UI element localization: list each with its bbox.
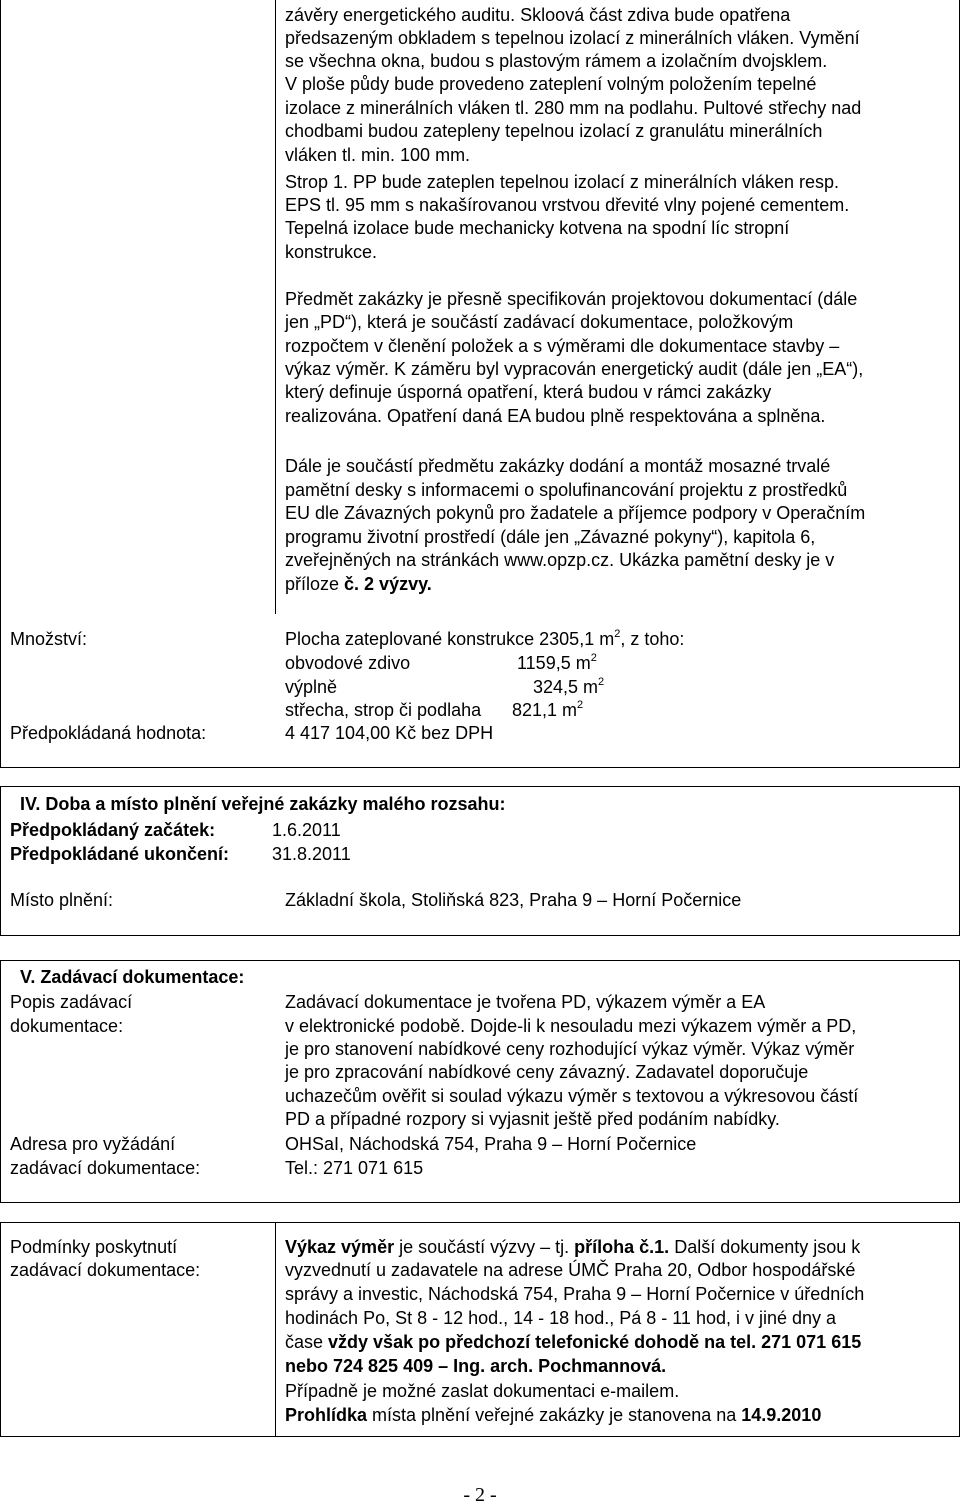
column-divider — [275, 1222, 276, 1437]
quantity-item-name: výplně — [285, 677, 338, 697]
text-line — [285, 1404, 821, 1426]
text-line — [285, 1331, 861, 1353]
address-value: OHSaI, Náchodská 754, Praha 9 – Horní Počernice — [285, 1134, 697, 1154]
area-text: Plocha zateplované konstrukce 2305,1 m — [285, 629, 615, 649]
text-line: je pro zpracování nabídkové ceny závazný. Zadavatel doporučuje — [285, 1062, 809, 1082]
quantity-item-value — [517, 652, 597, 674]
quantity-item-name: obvodové zdivo — [285, 653, 411, 673]
text-line: je pro stanovení nabídkové ceny rozhodující výkaz výměr. Výkaz výměr — [285, 1039, 855, 1059]
text-line — [285, 1236, 860, 1258]
value-text: 324,5 m — [533, 677, 599, 697]
bold-text: č. 2 výzvy. — [344, 574, 432, 594]
bold-text: příloha č.1. — [574, 1237, 670, 1257]
text-line: rozpočtem v členění položek a s výměrami dle dokumentace stavby – — [285, 336, 840, 356]
section-heading: IV. Doba a místo plnění veřejné zakázky malého rozsahu: — [20, 794, 506, 814]
value-text: 821,1 m — [512, 700, 578, 720]
text-line: který definuje úsporná opatření, která budou v rámci zakázky — [285, 382, 772, 402]
text-line: V ploše půdy bude provedeno zateplení volným položením tepelné — [285, 74, 817, 94]
text-line: závěry energetického auditu. Skloová část zdiva bude opatřena — [285, 5, 791, 25]
page-number: - 2 - — [463, 1484, 497, 1506]
end-date-label: Předpokládané ukončení: — [10, 844, 230, 864]
start-date-value: 1.6.2011 — [272, 820, 341, 840]
text-line: PD a případné rozpory si vyjasnit ještě před podáním nabídky. — [285, 1109, 780, 1129]
quantity-label: Množství: — [10, 629, 88, 649]
text-line: vyzvednutí u zadavatele na adrese ÚMČ Praha 20, Odbor hospodářské — [285, 1260, 856, 1280]
bold-text: vždy však po předchozí telefonické dohodě na tel. 271 071 615 — [328, 1332, 862, 1352]
column-divider — [275, 0, 276, 614]
description-label: dokumentace: — [10, 1016, 124, 1036]
place-value: Základní škola, Stoliňská 823, Praha 9 – Horní Počernice — [285, 890, 742, 910]
text-line: se všechna okna, budou s plastovým rámem a izolačním dvojsklem. — [285, 51, 828, 71]
start-date-label: Předpokládaný začátek: — [10, 820, 216, 840]
text-line — [285, 573, 432, 596]
superscript: 2 — [598, 676, 605, 688]
plain-text: místa plnění veřejné zakázky je stanovena na — [367, 1405, 742, 1425]
text-line: zveřejněných na stránkách www.opzp.cz. Ukázka pamětní desky je v — [285, 550, 835, 570]
description-label: Popis zadávací — [10, 992, 133, 1012]
plain-text: příloze — [285, 574, 345, 594]
estimated-value: 4 417 104,00 Kč bez DPH — [285, 723, 494, 743]
conditions-label: zadávací dokumentace: — [10, 1260, 201, 1280]
plain-text: Další dokumenty jsou k — [669, 1237, 861, 1257]
text-line: chodbami budou zatepleny tepelnou izolací z granulátu minerálních — [285, 121, 823, 141]
estimated-value-label: Předpokládaná hodnota: — [10, 723, 207, 743]
text-line: Dále je součástí předmětu zakázky dodání a montáž mosazné trvalé — [285, 456, 831, 476]
value-text: 1159,5 m — [517, 653, 591, 673]
bold-text: Prohlídka — [285, 1405, 368, 1425]
section-heading: V. Zadávací dokumentace: — [20, 967, 245, 987]
text-line: izolace z minerálních vláken tl. 280 mm na podlahu. Pultové střechy nad — [285, 98, 862, 118]
text-line: Tepelná izolace bude mechanicky kotvena na spodní líc stropní — [285, 218, 790, 238]
text-line: předsazeným obkladem s tepelnou izolací z minerálních vláken. Vymění — [285, 28, 860, 48]
text-line: v elektronické podobě. Dojde-li k nesouladu mezi výkazem výměr a PD, — [285, 1016, 857, 1036]
bold-text: 14.9.2010 — [741, 1405, 822, 1425]
text-line: Případně je možné zaslat dokumentaci e-mailem. — [285, 1381, 680, 1401]
text-line: realizována. Opatření daná EA budou plně respektována a splněna. — [285, 406, 826, 426]
superscript: 2 — [590, 652, 597, 664]
text-line: hodinách Po, St 8 - 12 hod., 14 - 18 hod., Pá 8 - 11 hod, i v jiné dny a — [285, 1308, 837, 1328]
text-line: programu životní prostředí (dále jen „Závazné pokyny“), kapitola 6, — [285, 527, 816, 547]
text-line: EPS tl. 95 mm s nakašírovanou vrstvou dřevité vlny pojené cementem. — [285, 195, 850, 215]
text-line: konstrukce. — [285, 242, 378, 262]
text-line: pamětní desky s informacemi o spolufinancování projektu z prostředků — [285, 480, 848, 500]
plain-text: čase — [285, 1332, 329, 1352]
quantity-item-value — [533, 676, 604, 698]
text-line: správy a investic, Náchodská 754, Praha 9 – Horní Počernice v úředních — [285, 1284, 865, 1304]
text-line: Předmět zakázky je přesně specifikován projektovou dokumentací (dále — [285, 289, 858, 309]
text-line: Zadávací dokumentace je tvořena PD, výkazem výměr a EA — [285, 992, 766, 1012]
address-label: Adresa pro vyžádání — [10, 1134, 176, 1154]
superscript: 2 — [614, 628, 621, 640]
place-label: Místo plnění: — [10, 890, 114, 910]
quantity-item-name: střecha, strop či podlaha — [285, 700, 482, 720]
quantity-item-value — [512, 699, 583, 721]
text-line: výkaz výměr. K záměru byl vypracován energetický audit (dále jen „EA“), — [285, 359, 864, 379]
text-line: nebo 724 825 409 – Ing. arch. Pochmannová. — [285, 1356, 667, 1376]
conditions-label: Podmínky poskytnutí — [10, 1237, 178, 1257]
superscript: 2 — [577, 699, 584, 711]
address-label: zadávací dokumentace: — [10, 1158, 201, 1178]
phone-value: Tel.: 271 071 615 — [285, 1158, 424, 1178]
text-line: uchazečům ověřit si soulad výkazu výměr s textovou a výkresovou částí — [285, 1086, 859, 1106]
end-date-value: 31.8.2011 — [272, 844, 351, 864]
bold-text: Výkaz výměr — [285, 1237, 395, 1257]
plain-text: je součástí výzvy – tj. — [394, 1237, 575, 1257]
text-line: EU dle Závazných pokynů pro žadatele a příjemce podpory v Operačním — [285, 503, 866, 523]
area-total — [285, 628, 684, 650]
text-line: Strop 1. PP bude zateplen tepelnou izolací z minerálních vláken resp. — [285, 172, 840, 192]
area-suffix: , z toho: — [620, 629, 685, 649]
text-line: jen „PD“), která je součástí zadávací dokumentace, položkovým — [285, 312, 794, 332]
text-line: vláken tl. min. 100 mm. — [285, 145, 471, 165]
